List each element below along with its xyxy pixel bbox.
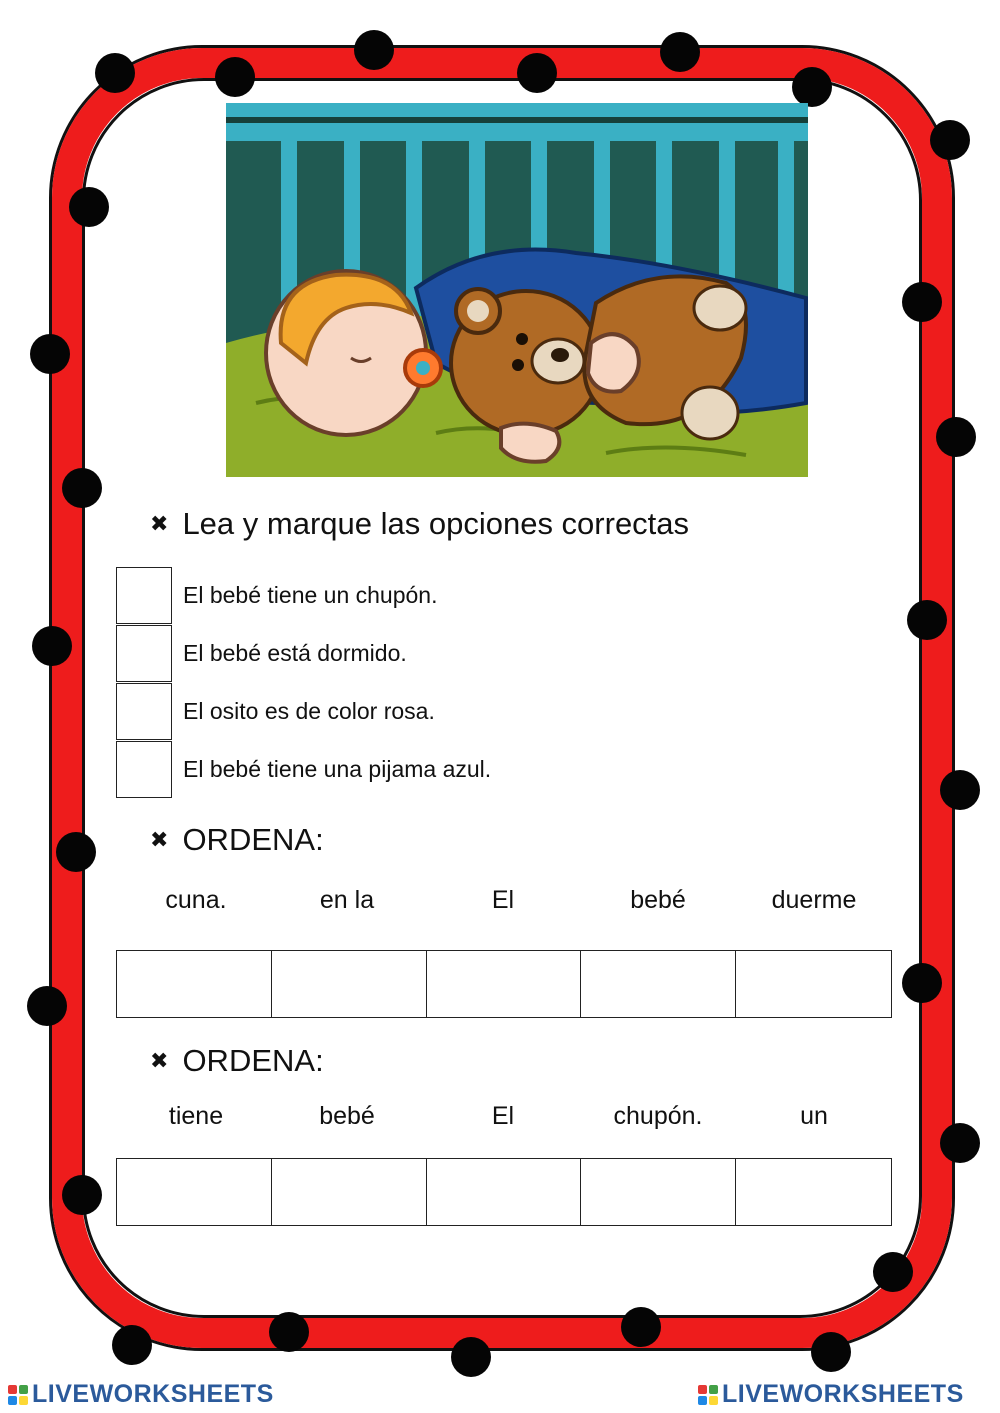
order-title: ORDENA: [182, 822, 324, 857]
footer-brand-left [8, 1380, 274, 1409]
option-row [116, 682, 435, 740]
cross-bullet-icon: ✖ [150, 511, 169, 536]
answer-slot[interactable] [427, 951, 582, 1017]
answer-slot[interactable] [272, 1159, 427, 1225]
option-label: El bebé tiene una pijama azul. [183, 755, 492, 782]
frame-dot [215, 57, 255, 97]
frame-dot [792, 67, 832, 107]
order-heading-1 [150, 822, 324, 858]
option-label: El bebé está dormido. [183, 639, 407, 666]
frame-dot [930, 120, 970, 160]
frame-dot [451, 1337, 491, 1377]
frame-dot [27, 986, 67, 1026]
answer-slot[interactable] [581, 951, 736, 1017]
answer-slot[interactable] [581, 1159, 736, 1225]
answer-slot[interactable] [117, 951, 272, 1017]
option-label: El osito es de color rosa. [183, 697, 435, 724]
option-checkbox[interactable] [116, 567, 172, 624]
draggable-word[interactable]: cuna. [165, 886, 227, 914]
draggable-word[interactable]: en la [319, 886, 375, 914]
frame-dot [940, 770, 980, 810]
order-heading-2 [150, 1043, 324, 1079]
liveworksheets-logo-icon [698, 1385, 718, 1405]
frame-dot [907, 600, 947, 640]
frame-dot [660, 32, 700, 72]
frame-dot [269, 1312, 309, 1352]
option-checkbox[interactable] [116, 683, 172, 740]
frame-dot [62, 468, 102, 508]
answer-grid-1 [116, 950, 892, 1018]
frame-dot [621, 1307, 661, 1347]
option-row [116, 624, 407, 682]
answer-slot[interactable] [427, 1159, 582, 1225]
frame-dot [940, 1123, 980, 1163]
draggable-word[interactable]: un [800, 1102, 828, 1130]
frame-dot [112, 1325, 152, 1365]
brand-name: LIVEWORKSHEETS [32, 1380, 274, 1408]
footer-brand-right [698, 1380, 964, 1409]
answer-slot[interactable] [272, 951, 427, 1017]
frame-dot [56, 832, 96, 872]
answer-grid-2 [116, 1158, 892, 1226]
frame-dot [811, 1332, 851, 1372]
draggable-word[interactable]: tiene [168, 1102, 224, 1130]
option-row [116, 740, 491, 798]
frame-dot [517, 53, 557, 93]
instructions-heading [150, 506, 689, 542]
option-checkbox[interactable] [116, 741, 172, 798]
draggable-word[interactable]: chupón. [613, 1102, 703, 1130]
answer-slot[interactable] [117, 1159, 272, 1225]
order-title: ORDENA: [182, 1043, 324, 1078]
frame-dot [902, 282, 942, 322]
draggable-word[interactable]: duerme [771, 886, 857, 914]
answer-slot[interactable] [736, 951, 891, 1017]
option-checkbox[interactable] [116, 625, 172, 682]
frame-dot [936, 417, 976, 457]
cross-bullet-icon: ✖ [150, 827, 169, 852]
frame-dot [30, 334, 70, 374]
draggable-word[interactable]: bebé [319, 1102, 375, 1130]
draggable-word[interactable]: bebé [630, 886, 686, 914]
answer-slot[interactable] [736, 1159, 891, 1225]
frame-dot [873, 1252, 913, 1292]
draggable-word[interactable]: El [491, 1102, 515, 1130]
frame-dot [354, 30, 394, 70]
liveworksheets-logo-icon [8, 1385, 28, 1405]
sleeping-baby-teddy-illustration [226, 103, 808, 477]
brand-name: LIVEWORKSHEETS [722, 1380, 964, 1408]
frame-dot [69, 187, 109, 227]
instructions-title: Lea y marque las opciones correctas [182, 506, 690, 541]
frame-dot [902, 963, 942, 1003]
cross-bullet-icon: ✖ [150, 1048, 169, 1073]
option-row [116, 566, 437, 624]
draggable-word[interactable]: El [491, 886, 515, 914]
option-label: El bebé tiene un chupón. [183, 581, 438, 608]
frame-dot [62, 1175, 102, 1215]
frame-dot [32, 626, 72, 666]
frame-dot [95, 53, 135, 93]
